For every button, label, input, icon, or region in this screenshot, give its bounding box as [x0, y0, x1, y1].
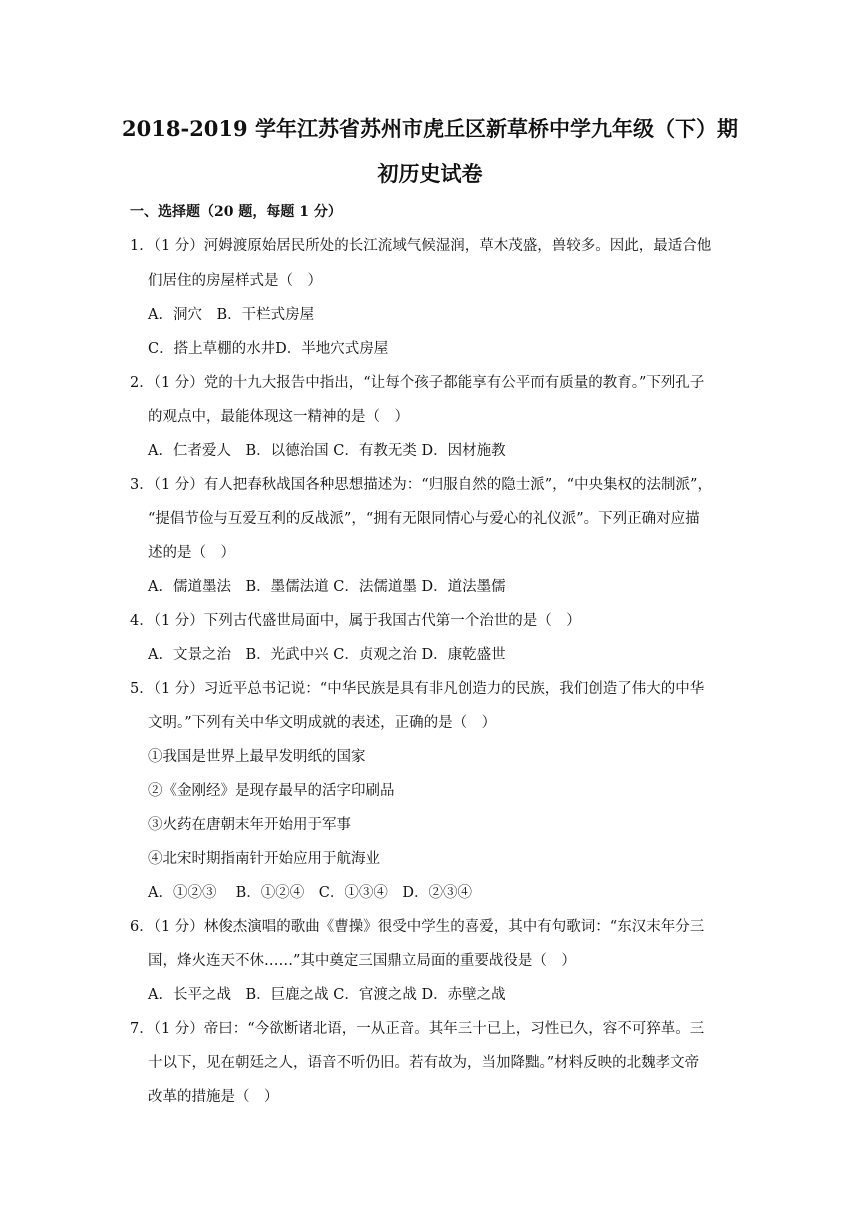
question-5-statement-1: ①我国是世界上最早发明纸的国家	[148, 749, 366, 765]
question-3-stem: 3．（1 分）有人把春秋战国各种思想描述为：“归服自然的隐士派”，“中央集权的法制派”，	[130, 477, 712, 493]
exam-title-line-2: 初历史试卷	[377, 161, 483, 186]
question-2-stem-cont: 的观点中，最能体现这一精神的是（ ）	[148, 409, 409, 425]
question-2-stem: 2．（1 分）党的十九大报告中指出，“让每个孩子都能享有公平而有质量的教育。”下列孔子	[130, 375, 705, 391]
question-5-stem-cont: 文明。”下列有关中华文明成就的表述，正确的是（ ）	[148, 715, 497, 731]
question-3-options: A．儒道墨法 B．墨儒法道 C．法儒道墨 D．道法墨儒	[148, 579, 506, 595]
question-7-stem: 7．（1 分）帝曰：“今欲断诸北语，一从正音。其年三十已上，习性已久，容不可猝革。三	[130, 1021, 705, 1037]
question-4-options: A．文景之治 B．光武中兴 C．贞观之治 D．康乾盛世	[148, 647, 506, 663]
exam-title-line-1: 2018-2019 学年江苏省苏州市虎丘区新草桥中学九年级（下）期	[122, 116, 738, 141]
question-3-stem-cont: “提倡节俭与互爱互利的反战派”，“拥有无限同情心与爱心的礼仪派”。下列正确对应描	[148, 511, 700, 527]
question-7-stem-cont-2: 改革的措施是（ ）	[148, 1089, 279, 1105]
question-3-stem-cont-2: 述的是（ ）	[148, 545, 235, 561]
section-heading: 一、选择题（20 题，每题 1 分）	[130, 204, 342, 220]
question-7-stem-cont: 十以下，见在朝廷之人，语音不听仍旧。若有故为，当加降黜。”材料反映的北魏孝文帝	[148, 1055, 700, 1071]
question-6-options: A．长平之战 B．巨鹿之战 C．官渡之战 D．赤壁之战	[148, 987, 506, 1003]
question-5-options: A．①②③ B．①②④ C．①③④ D．②③④	[148, 885, 472, 901]
question-5-stem: 5．（1 分）习近平总书记说：“中华民族是具有非凡创造力的民族，我们创造了伟大的中华	[130, 681, 705, 697]
question-6-stem: 6．（1 分）林俊杰演唱的歌曲《曹操》很受中学生的喜爱，其中有句歌词：“东汉末年分三	[130, 919, 705, 935]
question-1-options-cd: C．搭上草棚的水井D．半地穴式房屋	[148, 341, 389, 357]
question-5-statement-3: ③火药在唐朝末年开始用于军事	[148, 817, 351, 833]
question-5-statement-2: ②《金刚经》是现存最早的活字印刷品	[148, 783, 395, 799]
question-5-statement-4: ④北宋时期指南针开始应用于航海业	[148, 851, 380, 867]
question-4-stem: 4．（1 分）下列古代盛世局面中，属于我国古代第一个治世的是（ ）	[130, 613, 581, 629]
question-6-stem-cont: 国，烽火连天不休……”其中奠定三国鼎立局面的重要战役是（ ）	[148, 953, 576, 969]
question-1-options-ab: A．洞穴 B．干栏式房屋	[148, 307, 315, 323]
question-2-options: A．仁者爱人 B．以德治国 C．有教无类 D．因材施教	[148, 443, 506, 459]
question-1-stem-cont: 们居住的房屋样式是（ ）	[148, 273, 322, 289]
question-1-stem: 1．（1 分）河姆渡原始居民所处的长江流域气候湿润，草木茂盛，兽较多。因此，最适合他	[130, 238, 712, 254]
